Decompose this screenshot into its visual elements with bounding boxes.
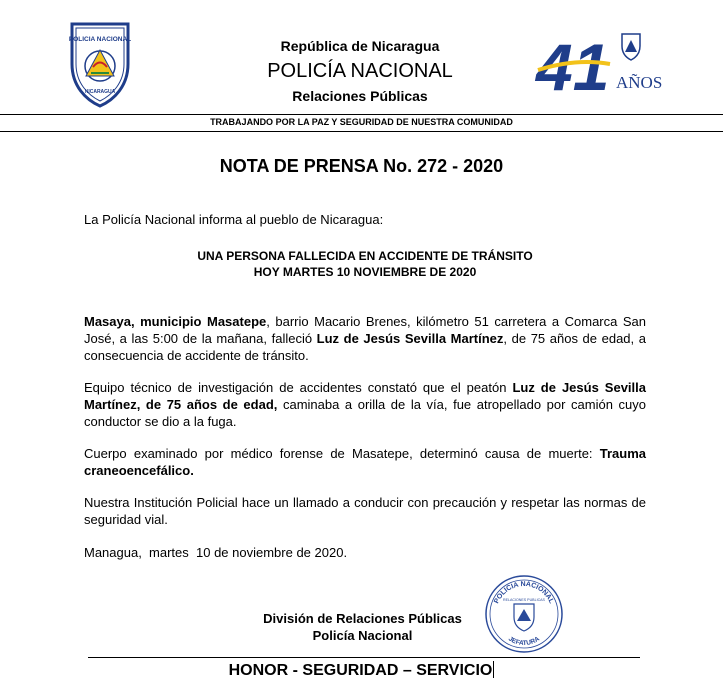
location-bold: Masaya, municipio Masatepe — [84, 314, 267, 329]
signature-block — [240, 610, 485, 644]
signature-line-2: Policía Nacional — [312, 628, 413, 643]
department-name: Relaciones Públicas — [292, 88, 428, 104]
press-release-title: NOTA DE PRENSA No. 272 - 2020 — [219, 156, 504, 176]
paragraph-3 — [84, 445, 646, 479]
signature-line-1: División de Relaciones Públicas — [263, 611, 462, 626]
date-line: Managua, martes 10 de noviembre de 2020. — [84, 545, 348, 560]
intro-text: La Policía Nacional informa al pueblo de Nicaragua: — [84, 212, 384, 227]
seal-top-text: POLICIA NACIONAL — [493, 580, 555, 605]
paragraph-4: Nuestra Institución Policial hace un llamado a conducir con precaución y respetar las normas de seguridad vial. — [84, 495, 646, 527]
headline-line-1: UNA PERSONA FALLECIDA EN ACCIDENTE DE TRÁNSITO — [197, 249, 533, 263]
headline-line-2: HOY MARTES 10 NOVIEMBRE DE 2020 — [253, 265, 477, 279]
jefatura-seal-icon — [483, 573, 565, 655]
police-badge-icon — [64, 20, 136, 108]
paragraph-3-text-a: Cuerpo examinado por médico forense de Masatepe, determinó causa de muerte: — [84, 446, 600, 461]
victim-name-age-bold: Luz de Jesús Sevilla Martínez, de 75 años de edad, — [84, 380, 646, 412]
headline — [84, 248, 646, 280]
motto: TRABAJANDO POR LA PAZ Y SEGURIDAD DE NUESTRA COMUNIDAD — [210, 117, 513, 127]
footer-slogan — [0, 661, 723, 680]
anniversary-word: AÑOS — [616, 73, 663, 92]
text-cursor — [493, 661, 494, 678]
header-rule-bottom — [0, 131, 723, 132]
paragraph-2-text-b: caminaba a orilla de la vía, fue atropellado por camión cuyo conductor se dio a la fuga. — [84, 397, 647, 429]
seal-sub-text: RELACIONES PUBLICAS — [503, 598, 545, 602]
footer-slogan-text: HONOR - SEGURIDAD – SERVICIO — [228, 662, 493, 679]
footer-rule — [88, 657, 640, 658]
country-name: República de Nicaragua — [280, 38, 440, 54]
cause-of-death-bold: Trauma craneoencefálico. — [84, 446, 646, 478]
seal-bottom-text: JEFATURA — [507, 635, 541, 648]
paragraph-1-text-b: , de 75 años de edad, a consecuencia de accidente de tránsito. — [84, 331, 646, 363]
anniversary-number: 41 — [536, 30, 610, 104]
victim-name-bold: Luz de Jesús Sevilla Martínez — [316, 331, 504, 346]
institution-name: POLICÍA NACIONAL — [267, 60, 453, 82]
paragraph-2 — [84, 379, 646, 430]
badge-top-text: POLICIA NACIONAL — [68, 36, 132, 43]
paragraph-1-text-a: , barrio Macario Brenes, kilómetro 51 carretera a Comarca San José, a las 5:00 de la mañana, falleció — [84, 314, 646, 346]
anniversary-41-icon — [536, 28, 663, 104]
paragraph-1 — [84, 313, 646, 364]
badge-bottom-text: NICARAGUA — [84, 89, 116, 95]
paragraph-2-text-a: Equipo técnico de investigación de accidentes constató que el peatón — [84, 380, 513, 395]
header-rule-top — [0, 114, 723, 115]
